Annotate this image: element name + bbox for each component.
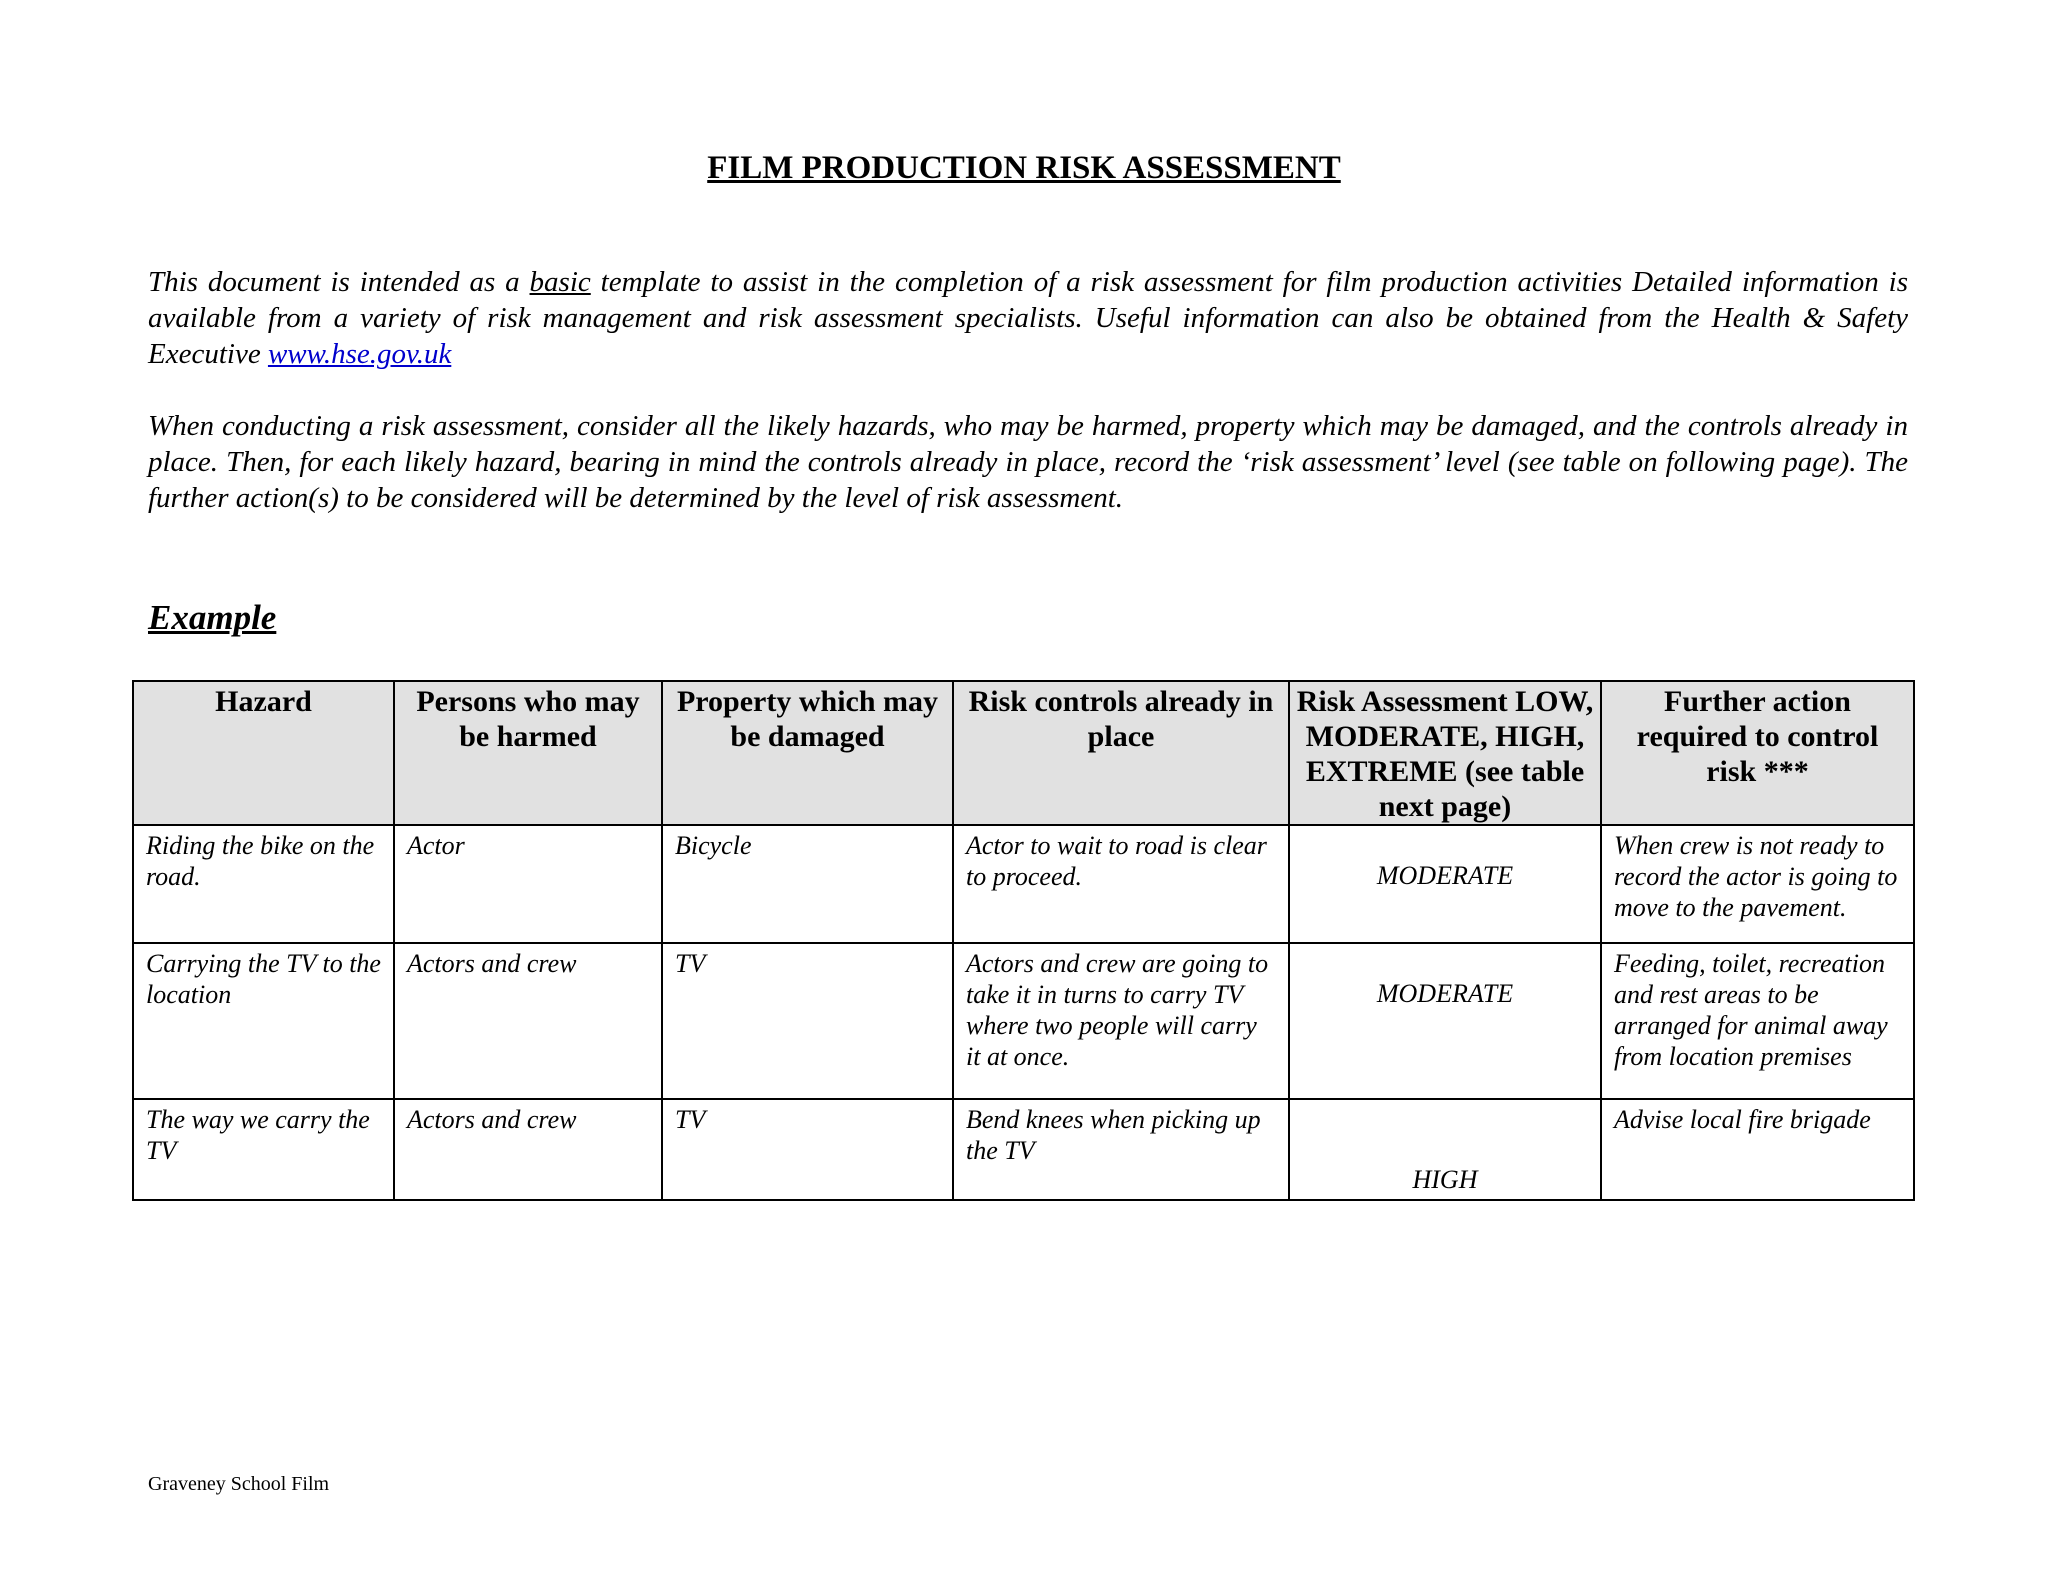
- header-property: Property which may be damaged: [662, 681, 953, 825]
- assessment-level: MODERATE: [1376, 979, 1514, 1008]
- cell-persons: Actor: [394, 825, 662, 943]
- cell-action: Feeding, toilet, recreation and rest areas to be arranged for animal away from location premises: [1601, 943, 1914, 1099]
- cell-assessment: [1289, 943, 1601, 1099]
- cell-controls: Actor to wait to road is clear to proceed.: [953, 825, 1289, 943]
- cell-action: Advise local fire brigade: [1601, 1099, 1914, 1200]
- intro-paragraph-2: When conducting a risk assessment, consider all the likely hazards, who may be harmed, property which may be damaged, and the controls already in place. Then, for each likely hazard, bearing in mind the controls already in place, record the ‘risk assessment’ level (see table on following page). The further action(s) to be considered will be determined by the level of risk assessment.: [148, 410, 1908, 514]
- cell-controls: Bend knees when picking up the TV: [953, 1099, 1289, 1200]
- intro-text-start: This document is intended as a: [148, 266, 530, 298]
- cell-assessment: [1289, 1099, 1601, 1200]
- cell-property: TV: [662, 1099, 953, 1200]
- header-hazard: Hazard: [133, 681, 394, 825]
- cell-persons: Actors and crew: [394, 943, 662, 1099]
- risk-assessment-table: [132, 680, 1915, 1201]
- cell-hazard: The way we carry the TV: [133, 1099, 394, 1200]
- intro-basic-word: basic: [529, 266, 591, 298]
- table-row: [133, 825, 1914, 943]
- cell-controls: Actors and crew are going to take it in turns to carry TV where two people will carry it at once.: [953, 943, 1289, 1099]
- page-footer: Graveney School Film: [148, 1473, 330, 1495]
- hse-link[interactable]: www.hse.gov.uk: [267, 338, 452, 370]
- assessment-level: HIGH: [1412, 1165, 1478, 1194]
- cell-assessment: [1289, 825, 1601, 943]
- cell-hazard: Riding the bike on the road.: [133, 825, 394, 943]
- cell-hazard: Carrying the TV to the location: [133, 943, 394, 1099]
- intro-text-middle: template to assist in the completion of a risk assessment for film production activities Detailed information is available from a variety of risk management and risk assessment specialists. Useful information can also be obtained from the Health & Safety Executive: [148, 266, 1909, 370]
- cell-action: When crew is not ready to record the actor is going to move to the pavement.: [1601, 825, 1914, 943]
- intro-paragraph-1: [148, 264, 1908, 372]
- header-persons: Persons who may be harmed: [394, 681, 662, 825]
- cell-persons: Actors and crew: [394, 1099, 662, 1200]
- header-assessment: Risk Assessment LOW, MODERATE, HIGH, EXTREME (see table next page): [1289, 681, 1601, 825]
- cell-property: Bicycle: [662, 825, 953, 943]
- table-row: [133, 943, 1914, 1099]
- table-row: [133, 1099, 1914, 1200]
- cell-property: TV: [662, 943, 953, 1099]
- document-title: FILM PRODUCTION RISK ASSESSMENT: [707, 150, 1341, 186]
- example-heading: Example: [148, 598, 277, 637]
- table-header-row: [133, 681, 1914, 825]
- assessment-level: MODERATE: [1376, 861, 1514, 890]
- header-action: Further action required to control risk ***: [1601, 681, 1914, 825]
- header-controls: Risk controls already in place: [953, 681, 1289, 825]
